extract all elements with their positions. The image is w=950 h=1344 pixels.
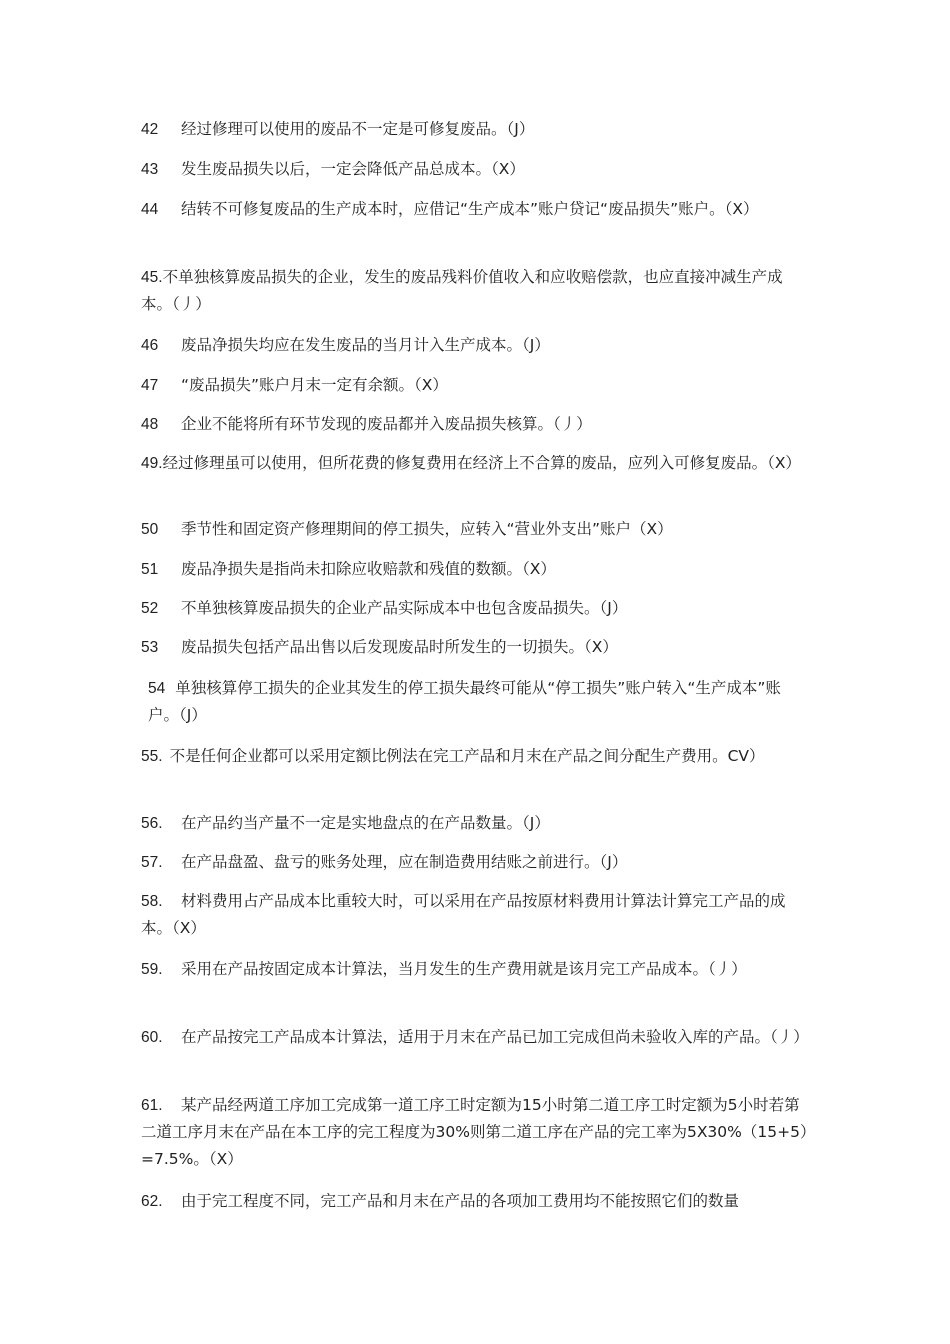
- item-text: 在产品按完工产品成本计算法，适用于月末在产品已加工完成但尚未验收入库的产品。（丿）: [181, 1028, 809, 1046]
- list-item: [141, 116, 811, 143]
- list-item: [141, 888, 811, 942]
- item-number: 55.: [141, 748, 163, 765]
- item-text: 企业不能将所有环节发现的废品都并入废品损失核算。（丿）: [181, 415, 592, 433]
- item-text: 不是任何企业都可以采用定额比例法在完工产品和月末在产品之间分配生产费用。CV）: [169, 747, 765, 765]
- item-number: 51: [141, 561, 159, 578]
- item-number: 44: [141, 201, 159, 218]
- item-number: 45.: [141, 269, 163, 286]
- item-text: 季节性和固定资产修理期间的停工损失，应转入“营业外支出”账户（X）: [181, 520, 673, 538]
- list-item: [141, 556, 811, 583]
- item-text: 某产品经两道工序加工完成第一道工序工时定额为15小时第二道工序工时定额为5小时若第二道工序月末在产品在本工序的完工程度为30%则第二道工序在产品的完工率为5X30%（15+5）=7.5%。（X）: [141, 1096, 808, 1168]
- item-text: 材料费用占产品成本比重较大时，可以采用在产品按原材料费用计算法计算完工产品的成本。（X）: [141, 892, 786, 937]
- item-number: 50: [141, 521, 159, 538]
- item-number: 54: [148, 680, 166, 697]
- list-item: [141, 372, 811, 399]
- item-number: 47: [141, 377, 159, 394]
- item-text: 废品净损失均应在发生废品的当月计入生产成本。（J）: [181, 336, 550, 354]
- item-number: 52: [141, 600, 159, 617]
- list-item: [141, 450, 811, 477]
- item-number: 57.: [141, 854, 163, 871]
- item-number: 49.: [141, 455, 163, 472]
- list-item: [141, 849, 811, 876]
- item-text: 经过修理虽可以使用，但所花费的修复费用在经济上不合算的废品，应列入可修复废品。（X）: [162, 454, 801, 472]
- item-number: 61.: [141, 1097, 163, 1114]
- item-text: 废品净损失是指尚未扣除应收赔款和残值的数额。（X）: [181, 560, 556, 578]
- item-number: 48: [141, 416, 159, 433]
- item-text: 单独核算停工损失的企业其发生的停工损失最终可能从“停工损失”账户转入“生产成本”账户。（J）: [148, 679, 781, 724]
- item-number: 46: [141, 337, 159, 354]
- item-text: “废品损失”账户月末一定有余额。（X）: [181, 376, 448, 394]
- item-number: 53: [141, 639, 159, 656]
- item-text: 结转不可修复废品的生产成本时，应借记“生产成本”账户贷记“废品损失”账户。（X）: [181, 200, 759, 218]
- list-item: [141, 1024, 811, 1051]
- list-item: [141, 743, 811, 770]
- list-item: [141, 332, 811, 359]
- item-text: 废品损失包括产品出售以后发现废品时所发生的一切损失。（X）: [181, 638, 618, 656]
- item-number: 59.: [141, 961, 163, 978]
- list-item: [141, 595, 811, 622]
- item-text: 由于完工程度不同，完工产品和月末在产品的各项加工费用均不能按照它们的数量: [181, 1192, 740, 1210]
- list-item: [141, 411, 811, 438]
- item-number: 56.: [141, 815, 163, 832]
- list-item: [141, 156, 811, 183]
- list-item: [141, 264, 811, 318]
- item-number: 62.: [141, 1193, 163, 1210]
- item-text: 发生废品损失以后，一定会降低产品总成本。（X）: [181, 160, 525, 178]
- list-item: [141, 634, 811, 661]
- item-number: 60.: [141, 1029, 163, 1046]
- item-text: 采用在产品按固定成本计算法，当月发生的生产费用就是该月完工产品成本。（丿）: [181, 960, 747, 978]
- list-item: [141, 1188, 811, 1215]
- item-text: 不单独核算废品损失的企业，发生的废品残料价值收入和应收赔偿款，也应直接冲减生产成本。（丿）: [141, 268, 783, 313]
- item-text: 不单独核算废品损失的企业产品实际成本中也包含废品损失。（J）: [181, 599, 628, 617]
- item-number: 58.: [141, 893, 163, 910]
- item-text: 在产品约当产量不一定是实地盘点的在产品数量。（J）: [181, 814, 550, 832]
- list-item: [141, 956, 811, 983]
- list-item: [148, 675, 808, 729]
- list-item: [141, 196, 811, 223]
- item-text: 在产品盘盈、盘亏的账务处理，应在制造费用结账之前进行。（J）: [181, 853, 628, 871]
- list-item: [141, 810, 811, 837]
- item-text: 经过修理可以使用的废品不一定是可修复废品。（J）: [181, 120, 535, 138]
- item-number: 42: [141, 121, 159, 138]
- list-item: [141, 516, 811, 543]
- item-number: 43: [141, 161, 159, 178]
- list-item: [141, 1092, 811, 1173]
